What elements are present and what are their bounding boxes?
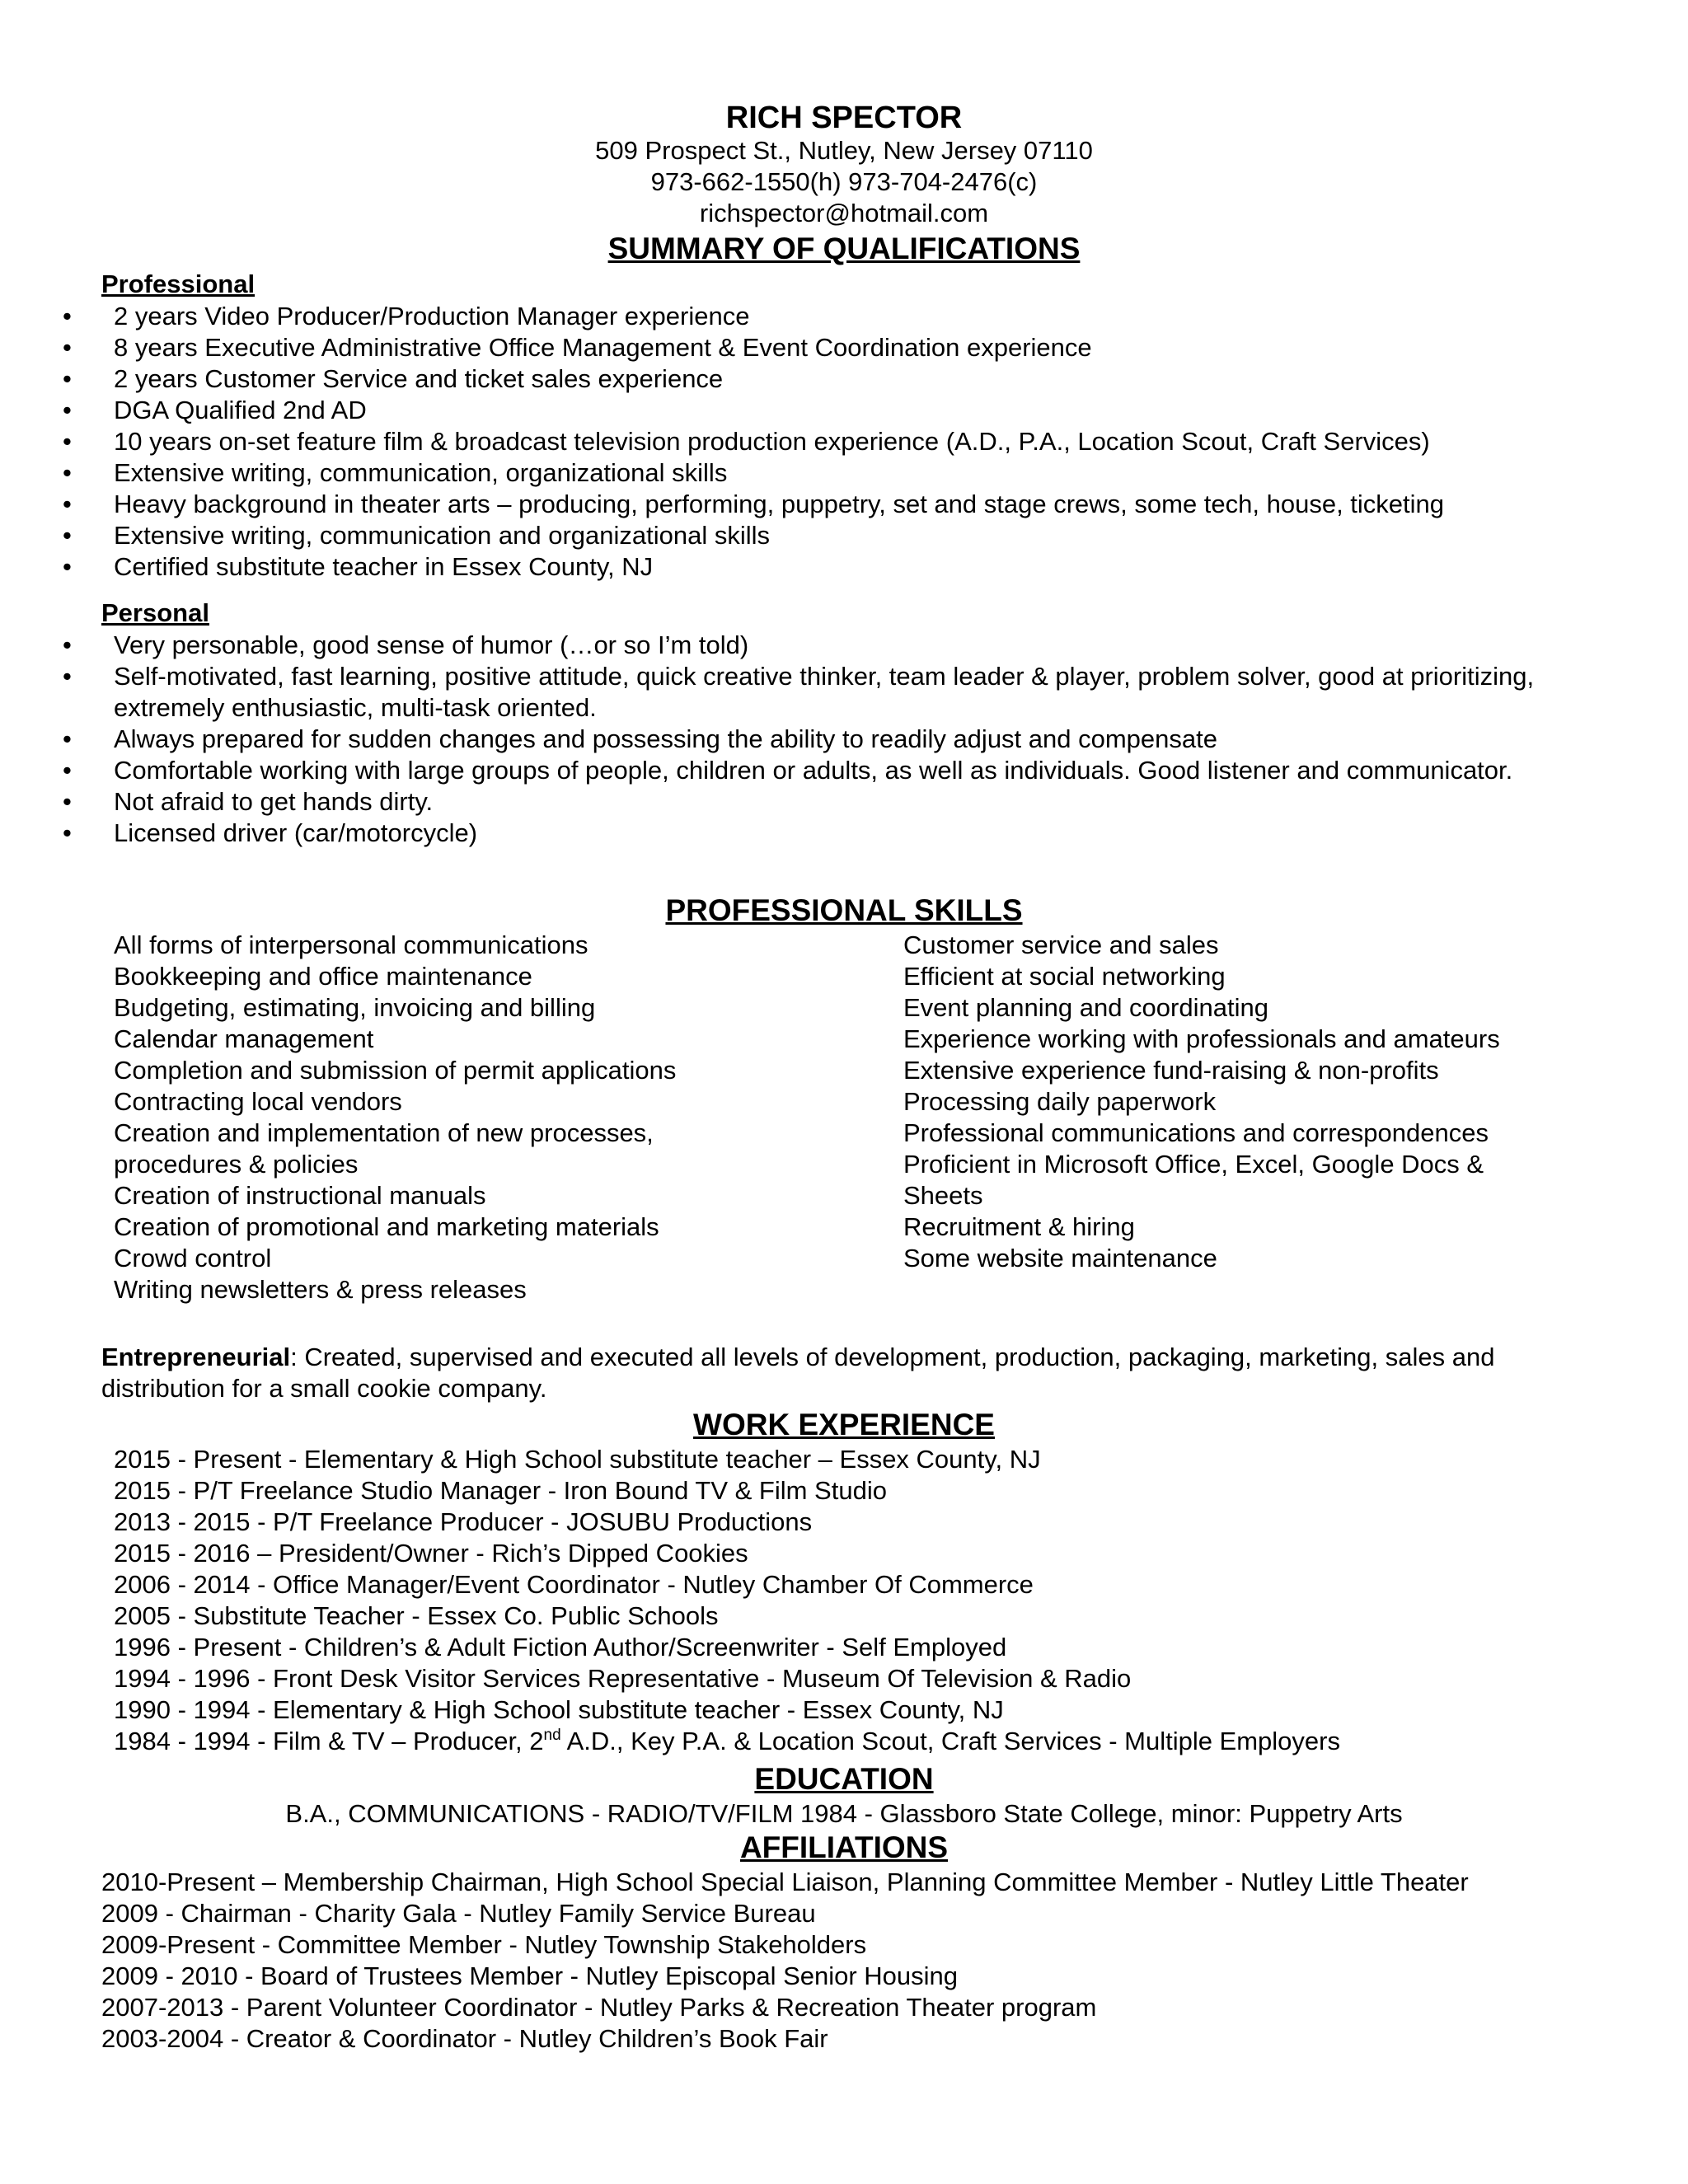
entrepreneurial-text: : Created, supervised and executed all levels of development, production, packaging, marketing, sales and distribution for a small cookie company. xyxy=(101,1343,1495,1403)
skill-item: All forms of interpersonal communications xyxy=(114,930,588,959)
email: richspector@hotmail.com xyxy=(699,199,989,227)
list-item: • Comfortable working with large groups of people, children or adults, as well as individuals. Good listener and communicator. xyxy=(63,756,1513,785)
bullet-icon: • xyxy=(63,427,72,456)
skills-heading: PROFESSIONAL SKILLS xyxy=(665,893,1023,927)
list-item: • Certified substitute teacher in Essex County, NJ xyxy=(63,552,654,581)
bullet-icon: • xyxy=(63,756,72,785)
work-item: 1996 - Present - Children’s & Adult Fiction Author/Screenwriter - Self Employed xyxy=(114,1633,1007,1661)
list-item: • Very personable, good sense of humor (…or so I’m told) xyxy=(63,630,749,659)
list-item: • Not afraid to get hands dirty. xyxy=(63,787,434,816)
bullet-icon: • xyxy=(63,552,72,581)
work-item: 2006 - 2014 - Office Manager/Event Coordinator - Nutley Chamber Of Commerce xyxy=(114,1570,1034,1599)
skill-item: Creation and implementation of new processes, procedures & policies xyxy=(114,1118,654,1179)
contact-block xyxy=(0,135,1688,229)
affiliation-item: 2009 - Chairman - Charity Gala - Nutley Family Service Bureau xyxy=(101,1899,816,1928)
list-item: • DGA Qualified 2nd AD xyxy=(63,396,367,424)
professional-list xyxy=(0,301,1688,583)
education-heading: EDUCATION xyxy=(754,1762,934,1796)
skill-item: Contracting local vendors xyxy=(114,1087,402,1116)
bullet-icon: • xyxy=(63,490,72,518)
bullet-icon: • xyxy=(63,818,72,847)
affiliation-item: 2009-Present - Committee Member - Nutley Township Stakeholders xyxy=(101,1930,867,1959)
skill-item: Experience working with professionals and amateurs xyxy=(903,1024,1500,1053)
skill-item: Efficient at social networking xyxy=(903,962,1226,991)
skill-item: Professional communications and correspondences xyxy=(903,1118,1489,1147)
list-item: • 2 years Customer Service and ticket sales experience xyxy=(63,364,724,393)
skill-item: Processing daily paperwork xyxy=(903,1087,1217,1116)
skill-item: Creation of instructional manuals xyxy=(114,1181,486,1210)
bullet-icon: • xyxy=(63,302,72,330)
list-item: • Always prepared for sudden changes and possessing the ability to readily adjust and compensate xyxy=(63,724,1217,753)
address: 509 Prospect St., Nutley, New Jersey 07110 xyxy=(595,136,1093,165)
work-item: 2005 - Substitute Teacher - Essex Co. Public Schools xyxy=(114,1601,719,1630)
affiliation-item: 2007-2013 - Parent Volunteer Coordinator - Nutley Parks & Recreation Theater program xyxy=(101,1993,1097,2022)
skills-right-column xyxy=(903,930,1596,1274)
personal-list xyxy=(0,630,1688,849)
summary-heading: SUMMARY OF QUALIFICATIONS xyxy=(607,232,1081,265)
education-entry: B.A., COMMUNICATIONS - RADIO/TV/FILM 1984 - Glassboro State College, minor: Puppetry Arts xyxy=(285,1799,1403,1828)
skills-left-column xyxy=(114,930,757,1305)
bullet-icon: • xyxy=(63,787,72,816)
bullet-icon: • xyxy=(63,396,72,424)
skill-item: Customer service and sales xyxy=(903,930,1219,959)
work-item: 2013 - 2015 - P/T Freelance Producer - JOSUBU Productions xyxy=(114,1507,813,1536)
entrepreneurial-paragraph xyxy=(101,1342,1568,1404)
affiliation-item: 2003-2004 - Creator & Coordinator - Nutley Children’s Book Fair xyxy=(101,2024,828,2053)
work-item: 1990 - 1994 - Elementary & High School substitute teacher - Essex County, NJ xyxy=(114,1695,1004,1724)
affiliation-item: 2010-Present – Membership Chairman, High School Special Liaison, Planning Committee Member - Nutley Little Theater xyxy=(101,1868,1469,1896)
work-list xyxy=(114,1444,1340,1757)
skill-item: Budgeting, estimating, invoicing and billing xyxy=(114,993,596,1022)
bullet-icon: • xyxy=(63,662,72,691)
list-item: • Licensed driver (car/motorcycle) xyxy=(63,818,478,847)
skill-item: Creation of promotional and marketing materials xyxy=(114,1212,659,1241)
work-item: 2015 - P/T Freelance Studio Manager - Iron Bound TV & Film Studio xyxy=(114,1476,887,1505)
superscript: nd xyxy=(543,1727,561,1744)
resume-name: RICH SPECTOR xyxy=(725,101,963,135)
list-item: • Heavy background in theater arts – producing, performing, puppetry, set and stage crews, some tech, house, ticketing xyxy=(63,490,1445,518)
work-heading: WORK EXPERIENCE xyxy=(693,1408,995,1441)
skill-item: Bookkeeping and office maintenance xyxy=(114,962,532,991)
affiliations-heading: AFFILIATIONS xyxy=(739,1830,949,1864)
list-item: • Self-motivated, fast learning, positive attitude, quick creative thinker, team leader & player, problem solver, good at prioritizing, extremely enthusiastic, multi-task oriented. xyxy=(63,662,1535,722)
bullet-icon: • xyxy=(63,458,72,487)
work-item: 2015 - Present - Elementary & High School substitute teacher – Essex County, NJ xyxy=(114,1445,1041,1474)
affiliation-item: 2009 - 2010 - Board of Trustees Member - Nutley Episcopal Senior Housing xyxy=(101,1961,959,1990)
list-item: • 2 years Video Producer/Production Manager experience xyxy=(63,302,750,330)
affiliations-list xyxy=(101,1867,1469,2055)
entrepreneurial-label: Entrepreneurial xyxy=(101,1343,291,1371)
skill-item: Proficient in Microsoft Office, Excel, Google Docs & Sheets xyxy=(903,1150,1484,1210)
professional-subheading: Professional xyxy=(101,269,256,298)
skill-item: Writing newsletters & press releases xyxy=(114,1275,527,1304)
bullet-icon: • xyxy=(63,724,72,753)
skill-item: Calendar management xyxy=(114,1024,374,1053)
work-item: 1984 - 1994 - Film & TV – Producer, 2nd A.D., Key P.A. & Location Scout, Craft Services - Multiple Employers xyxy=(114,1727,1340,1755)
skill-item: Completion and submission of permit applications xyxy=(114,1056,677,1085)
bullet-icon: • xyxy=(63,333,72,362)
phone-numbers: 973-662-1550(h) 973-704-2476(c) xyxy=(650,167,1038,196)
skill-item: Event planning and coordinating xyxy=(903,993,1268,1022)
work-item: 1994 - 1996 - Front Desk Visitor Services Representative - Museum Of Television & Radio xyxy=(114,1664,1132,1693)
bullet-icon: • xyxy=(63,630,72,659)
list-item: • Extensive writing, communication, organizational skills xyxy=(63,458,728,487)
work-item: 2015 - 2016 – President/Owner - Rich’s Dipped Cookies xyxy=(114,1539,748,1568)
bullet-icon: • xyxy=(63,521,72,550)
skill-item: Crowd control xyxy=(114,1244,272,1272)
skill-item: Extensive experience fund-raising & non-profits xyxy=(903,1056,1439,1085)
list-item: • 10 years on-set feature film & broadcast television production experience (A.D., P.A., Location Scout, Craft Services) xyxy=(63,427,1430,456)
list-item: • 8 years Executive Administrative Office Management & Event Coordination experience xyxy=(63,333,1092,362)
skill-item: Some website maintenance xyxy=(903,1244,1217,1272)
list-item: • Extensive writing, communication and organizational skills xyxy=(63,521,771,550)
bullet-icon: • xyxy=(63,364,72,393)
skill-item: Recruitment & hiring xyxy=(903,1212,1135,1241)
personal-subheading: Personal xyxy=(101,598,209,627)
